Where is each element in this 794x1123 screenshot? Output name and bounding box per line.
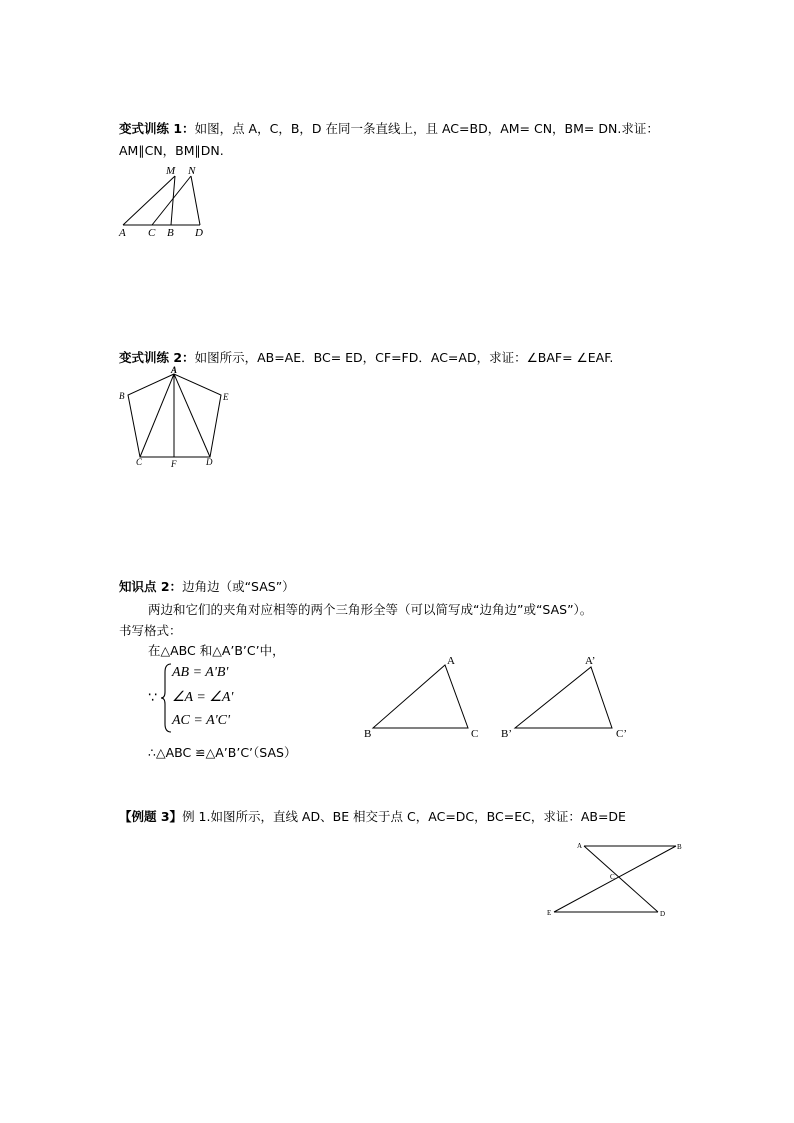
exercise-1-heading: 变式训练 1：: [119, 121, 195, 136]
condition-3: AC = A'C': [172, 713, 230, 728]
label-A: A: [119, 227, 126, 239]
label-A: A: [577, 842, 583, 850]
exercise-1-line-1: [119, 119, 659, 137]
conclusion: ∴△ABC ≌△A’B’C’（SAS）: [148, 745, 297, 760]
because-symbol: ∵: [148, 690, 157, 706]
sas-triangles-figure: [355, 650, 645, 745]
exercise-2-figure: [112, 364, 242, 474]
label-A: A: [447, 655, 455, 667]
label-C: C: [610, 873, 615, 881]
exercise-1-figure: [112, 160, 222, 240]
proof-intro: 在△ABC 和△A’B’C’中，: [148, 643, 285, 658]
knowledge-point-2-heading: 知识点 2：: [119, 579, 183, 594]
exercise-1-line-2: AM∥CN，BM∥DN.: [119, 143, 224, 158]
label-D: D: [660, 910, 666, 918]
label-E: E: [223, 392, 229, 402]
exercise-2-heading: 变式训练 2：: [119, 350, 195, 365]
label-D: D: [206, 457, 213, 467]
label-B: B: [119, 391, 125, 401]
label-C: C: [136, 457, 143, 467]
label-F: F: [171, 459, 177, 469]
condition-2: ∠A = ∠A': [172, 690, 234, 705]
example-3-line: [119, 807, 626, 825]
label-D: D: [195, 227, 203, 239]
label-B: B: [677, 843, 682, 851]
label-M: M: [166, 165, 176, 177]
label-E: E: [547, 909, 552, 917]
label-B-prime: B’: [501, 728, 512, 740]
label-N: N: [188, 165, 196, 177]
example-3-figure: [540, 838, 690, 923]
label-B: B: [364, 728, 372, 740]
label-A-prime: A’: [585, 655, 596, 667]
label-B: B: [167, 227, 174, 239]
condition-1: AB = A'B': [172, 665, 229, 680]
label-C: C: [471, 728, 479, 740]
writing-format-label: 书写格式：: [119, 623, 182, 638]
knowledge-point-2-description: 两边和它们的夹角对应相等的两个三角形全等（可以简写成“边角边”或“SAS”）。: [148, 602, 593, 617]
label-C: C: [148, 227, 156, 239]
knowledge-point-2-line: [119, 577, 295, 595]
label-A: A: [171, 365, 178, 375]
exercise-1-text: 如图，点 A，C，B，D 在同一条直线上，且 AC=BD，AM= CN，BM= DN.求证：: [194, 121, 659, 136]
example-3-text: 例 1.如图所示，直线 AD、BE 相交于点 C，AC=DC，BC=EC，求证：AB=DE: [182, 809, 626, 824]
example-3-heading: 【例题 3】: [119, 809, 183, 824]
label-C-prime: C’: [616, 728, 627, 740]
exercise-2-text: 如图所示，AB=AE．BC= ED，CF=FD．AC=AD，求证：∠BAF= ∠EAF.: [194, 350, 614, 365]
knowledge-point-2-title: 边角边（或“SAS”）: [182, 579, 295, 594]
